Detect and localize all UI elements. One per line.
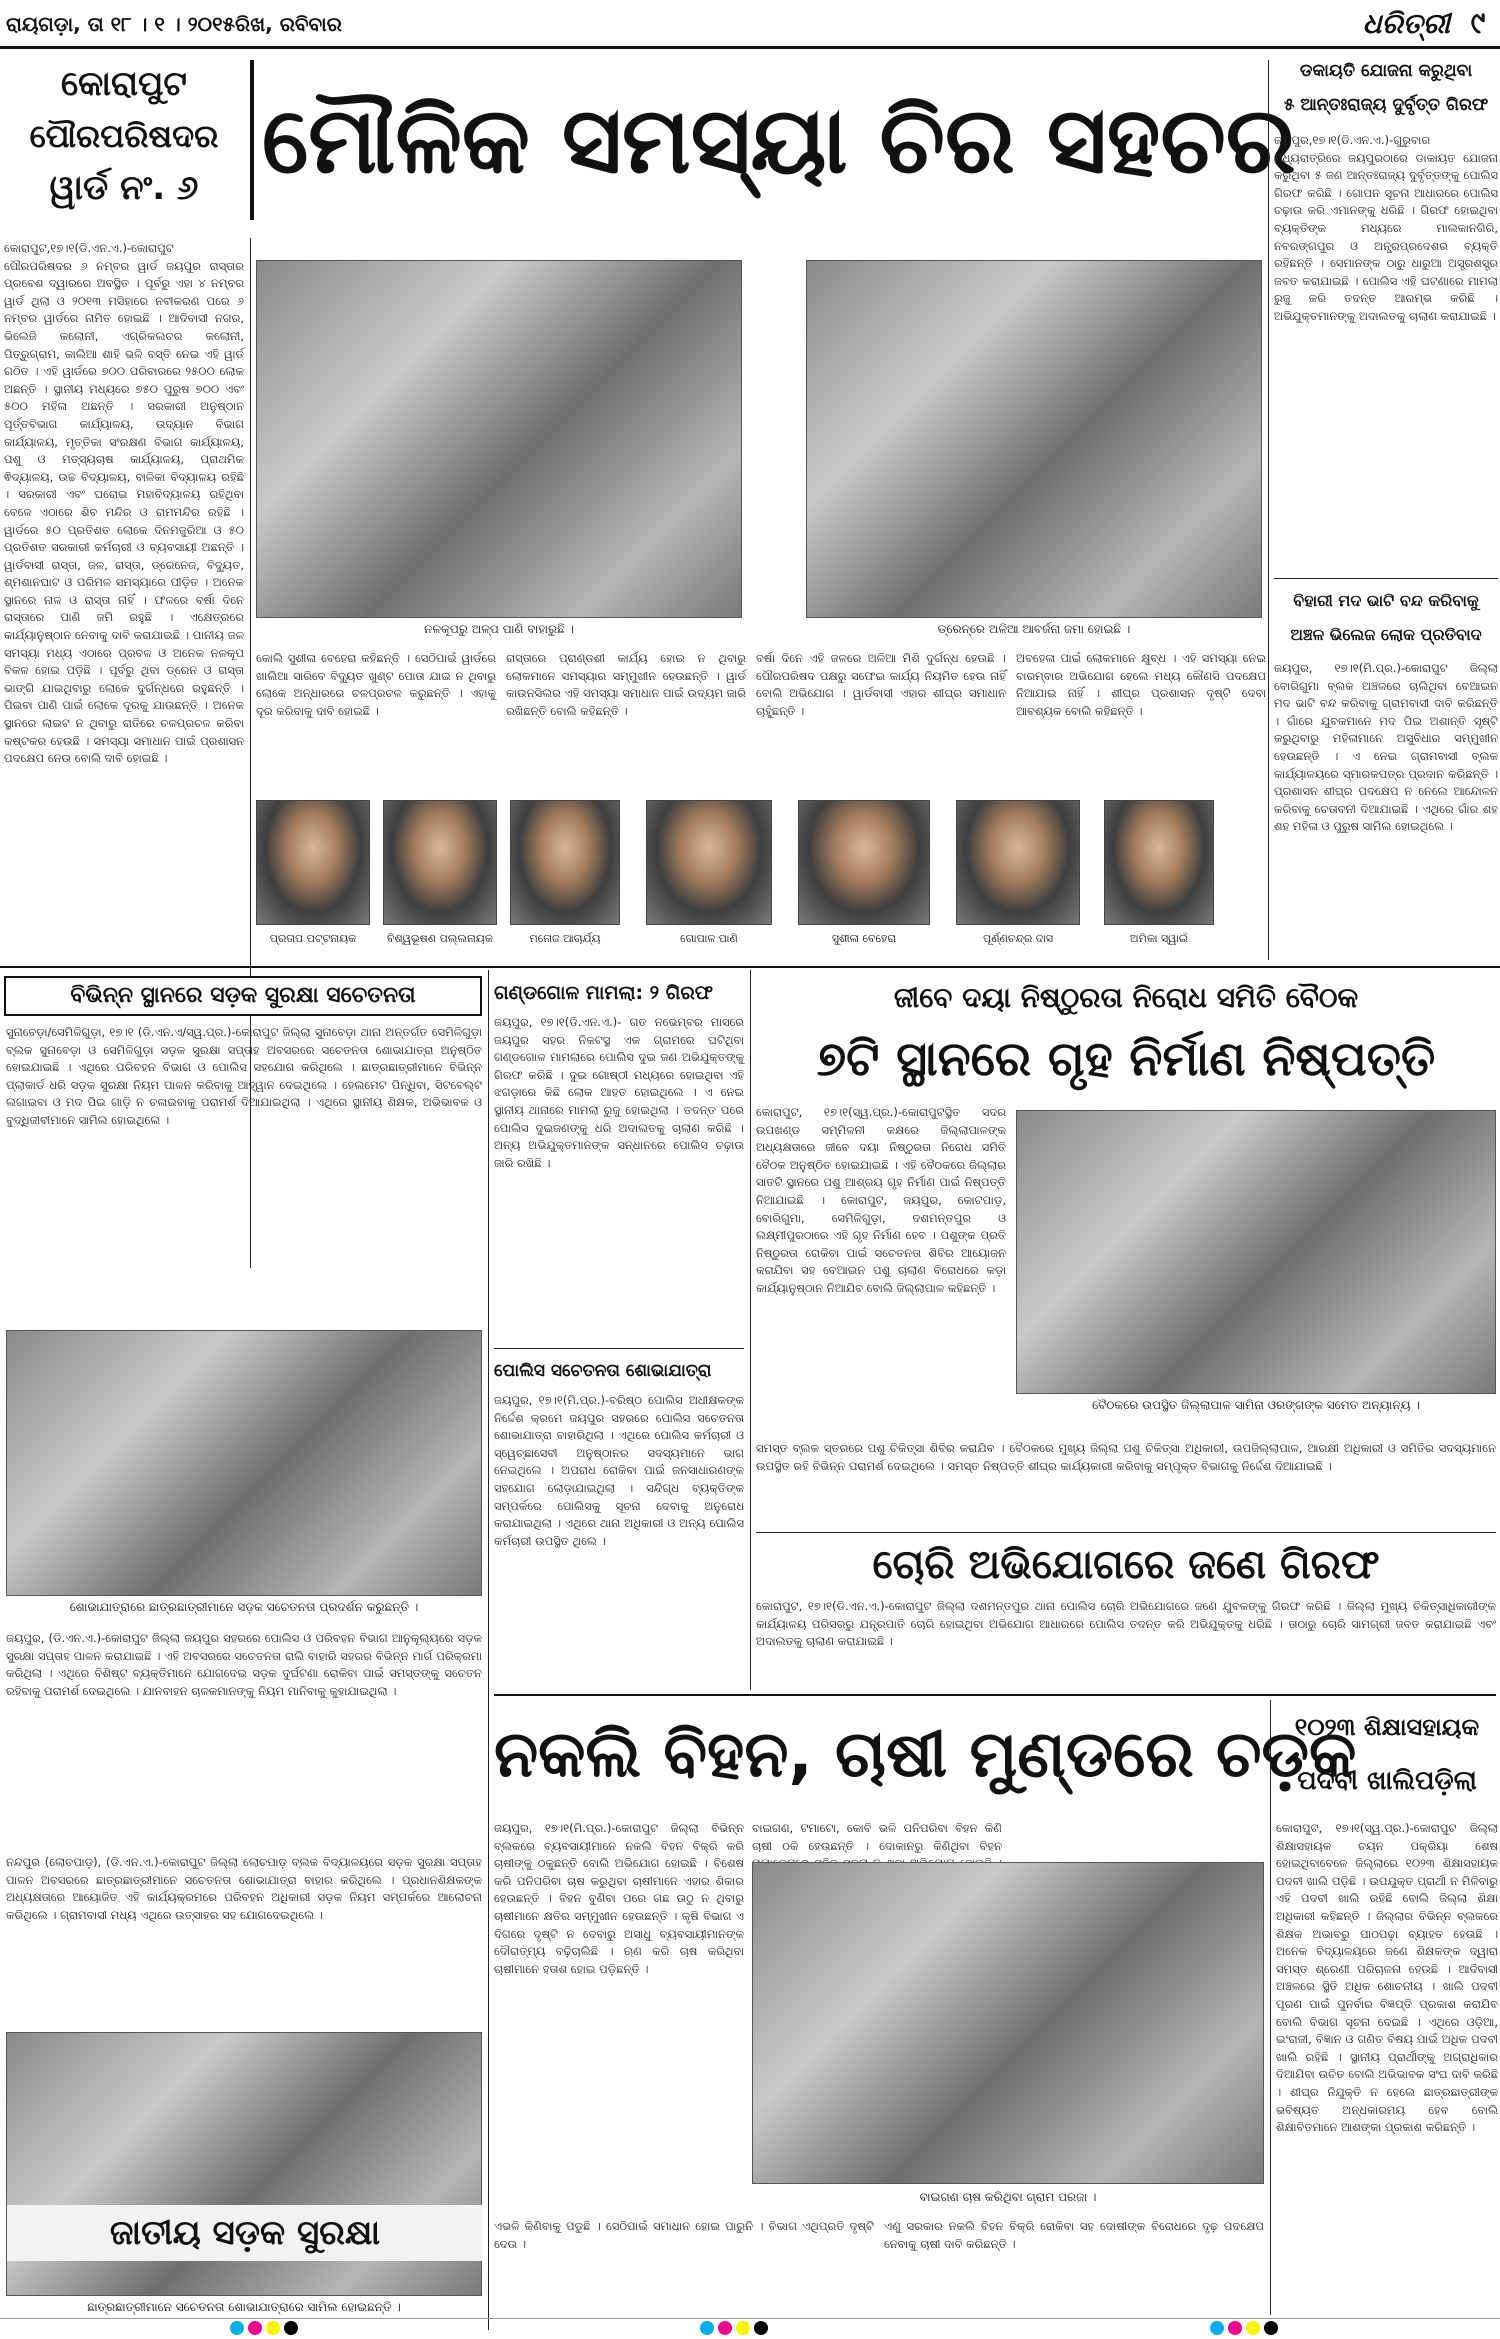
lead-kicker [4,58,244,218]
black-dot [754,2321,768,2335]
portrait-photo [256,800,370,925]
students-photo [6,2032,482,2296]
headline-line: ପଦବୀ ଖାଲିପଡ଼ିଲା [1297,1766,1477,1796]
kicker-line: କୋରାପୁଟ [61,64,187,104]
footer-rule [0,2318,1500,2319]
yellow-dot [736,2321,750,2335]
portrait-photo [646,800,772,925]
banner-text: ଜାତୀୟ ସଡ଼କ ସୁରକ୍ଷା [7,2205,483,2261]
black-dot [1264,2321,1278,2335]
section-rule [494,1694,1496,1696]
handpump-photo [256,260,742,618]
teachers-headline [1276,1700,1498,1810]
dacoity-body: ଜୟପୁର,୧୭।୧(ଡି.ଏନ.ଏ.)-ଗୁରୁବାର ମଧ୍ୟରାତ୍ରିରେ ଜୟପୁରଠାରେ ଡାକାୟତ ଯୋଜନା କରୁଥିବା ୫ ଜଣ ଆନ୍ତଃରାଜ୍ୟ ଦୁର୍ବୃତ୍ତଙ୍କୁ ପୋଲିସ ଗିରଫ କରିଛି । ଗୋପନ ସୂଚନା ଆଧାରରେ ପୋଲିସ ଚଢ଼ାଉ କରି ଏମାନଙ୍କୁ ଧରିଛି । ଗିରଫ ହୋଇଥିବା ବ୍ୟକ୍ତିଙ୍କ ମଧ୍ୟରେ ମାଲକାନଗିରି, ନବରଙ୍ଗପୁର ଓ ଅନ୍ଧ୍ରପ୍ରଦେଶର ବ୍ୟକ୍ତି ରହିଛନ୍ତି । ସେମାନଙ୍କ ଠାରୁ ଧାରୁଆ ଅସ୍ତ୍ରଶସ୍ତ୍ର ଜବତ କରାଯାଇଛି । ପୋଲିସ ଏହି ଘଟଣାରେ ମାମଲା ରୁଜୁ କରି ତଦନ୍ତ ଆରମ୍ଭ କରିଛି । ଅଭିଯୁକ୍ତମାନଙ୍କୁ ଅଦାଲତକୁ ଚାଲାଣ କରାଯାଇଛି । [1274,133,1498,323]
clash-body: ଜୟପୁର, ୧୭।୧(ଡି.ଏନ.ଏ.)- ଗତ ନଭେମ୍ବର ମାସରେ ଜୟପୁର ସହର ନିକଟସ୍ଥ ଏକ ଗ୍ରାମରେ ଘଟିଥିବା ଗଣ୍ଡଗୋଳ ମାମଲାରେ ପୋଲିସ ଦୁଇ ଜଣ ଅଭିଯୁକ୍ତଙ୍କୁ ଗିରଫ କରିଛି । ଦୁଇ ଗୋଷ୍ଠୀ ମଧ୍ୟରେ ହୋଇଥିବା ଏହି ଝଗଡ଼ାରେ କିଛି ଲୋକ ଆହତ ହୋଇଥିଲେ । ଏ ନେଇ ସ୍ଥାନୀୟ ଥାନାରେ ମାମଲା ରୁଜୁ ହୋଇଥିଲା । ତଦନ୍ତ ପରେ ପୋଲିସ ଦୁଇଜଣଙ୍କୁ ଧରି ଅଦାଲତକୁ ଚାଲାଣ କରିଛି । ଅନ୍ୟ ଅଭିଯୁକ୍ତମାନଙ୍କ ସନ୍ଧାନରେ ପୋଲିସ ଚଢ଼ାଉ ଜାରି ରଖିଛି । [494,1015,744,1170]
col-divider [1268,60,1269,960]
road-safety-body2: ଜୟପୁର, (ଡି.ଏନ.ଏ.)-କୋରାପୁଟ ଜିଲ୍ଲା ଜୟପୁର ସହରରେ ପୋଲିସ ଓ ପରିବହନ ବିଭାଗ ଆନୁକୂଲ୍ୟରେ ସଡ଼କ ସୁରକ୍ଷା ସପ୍ତାହ ପାଳନ କରାଯାଇଛି । ଏହି ଅବସରରେ ସଚେତନତା ରାଲି ବାହାରି ସହରର ବିଭିନ୍ନ ମାର୍ଗ ପରିକ୍ରମା କରିଥିଲା । ଏଥିରେ ବିଶିଷ୍ଟ ବ୍ୟକ୍ତିମାନେ ଯୋଗଦେଇ ସଡ଼କ ଦୁର୍ଘଟଣା ରୋକିବା ପାଇଁ ସମସ୍ତଙ୍କୁ ସଚେତନ ରହିବାକୁ ପରାମର୍ଶ ଦେଇଥିଲେ । ଯାନବାହନ ଚାଳକମାନଙ୍କୁ ନିୟମ ମାନିବାକୁ କୁହାଯାଇଥିଲା । [6,1631,482,1698]
seeds-bottom-right: ଏଣୁ ସରକାର ନକଲି ବିହନ ବିକ୍ରି ରୋକିବା ସହ ଦୋଷୀଙ୍କ ବିରୋଧରେ ଦୃଢ଼ ପଦକ୍ଷେପ ନେବାକୁ ଚାଷୀ ଦାବି କରିଛନ୍ତି । [884,2219,1264,2251]
road-safety-body1: ସୁନାବେଡ଼ା/ସେମିଳିଗୁଡ଼ା, ୧୭।୧ (ଡି.ଏନ.ଏ/ସ୍ୱ.ପ୍ର.)-କୋରାପୁଟ ଜିଲ୍ଲା ସୁନାବେଡ଼ା ଥାନା ଅନ୍ତର୍ଗତ ସେମିଳିଗୁଡ଼ା ବ୍ଲକ ସୁନାବେଡ଼ା ଓ ସେମିଳିଗୁଡ଼ା ସଡ଼କ ସୁରକ୍ଷା ସପ୍ତାହ ଅବସରରେ ସଚେତନତା ଶୋଭାଯାତ୍ରା ଅନୁଷ୍ଠିତ ହୋଇଯାଇଛି । ଏଥିରେ ପରିବହନ ବିଭାଗ ଓ ପୋଲିସ ସହଯୋଗ କରିଥିଲେ । ଛାତ୍ରଛାତ୍ରୀମାନେ ବିଭିନ୍ନ ପ୍ଲାକାର୍ଡ ଧରି ସଡ଼କ ସୁରକ୍ଷା ନିୟମ ପାଳନ କରିବାକୁ ଆହ୍ୱାନ ଦେଇଥିଲେ । ହେଲମେଟ ପିନ୍ଧିବା, ସିଟବେଲ୍ଟ ଲଗାଇବା ଓ ମଦ ପିଇ ଗାଡ଼ି ନ ଚଳାଇବାକୁ ପରାମର୍ଶ ଦିଆଯାଇଥିଲା । ଏଥିରେ ସ୍ଥାନୀୟ ଶିକ୍ଷକ, ଅଭିଭାବକ ଓ ବୁଦ୍ଧିଜୀବୀମାନେ ସାମିଲ ହୋଇଥିଲେ । [6,1025,482,1127]
liquor-body: ଜୟପୁର, ୧୭।୧(ମି.ପ୍ର.)-କୋରାପୁଟ ଜିଲ୍ଲା ବୋରିଗୁମା ବ୍ଲକ ଅଞ୍ଚଳରେ ଚାଲିଥିବା ବେଆଇନ ମଦ ଭାଟି ବନ୍ଦ କରିବାକୁ ଗ୍ରାମବାସୀ ଦାବି କରିଛନ୍ତି । ଗାଁରେ ଯୁବକମାନେ ମଦ ପିଇ ଅଶାନ୍ତି ସୃଷ୍ଟି କରୁଥିବାରୁ ମହିଳାମାନେ ଅସୁବିଧାର ସମ୍ମୁଖୀନ ହେଉଛନ୍ତି । ଏ ନେଇ ଗ୍ରାମବାସୀ ବ୍ଲକ କାର୍ଯ୍ୟାଳୟରେ ସ୍ମାରକପତ୍ର ପ୍ରଦାନ କରିଛନ୍ତି । ପ୍ରଶାସନ ଶୀଘ୍ର ପଦକ୍ଷେପ ନ ନେଲେ ଆନ୍ଦୋଳନ କରିବାକୁ ଚେତାବନୀ ଦିଆଯାଇଛି । ଏଥିରେ ଗାଁର ଶହ ଶହ ମହିଳା ଓ ପୁରୁଷ ସାମିଲ ହୋଇଥିଲେ । [1274,661,1498,834]
page-number: ୯ [1470,6,1486,41]
theft-body: କୋରାପୁଟ, ୧୭।୧(ଡି.ଏନ.ଏ.)-କୋରାପୁଟ ଜିଲ୍ଲା ଦଶମନ୍ତପୁର ଥାନା ପୋଲିସ ଚୋରି ଅଭିଯୋଗରେ ଜଣେ ଯୁବକଙ୍କୁ ଗିରଫ କରିଛି । ଜିଲ୍ଲା ମୁଖ୍ୟ ଚିକିତ୍ସାଧିକାରୀଙ୍କ କାର୍ଯ୍ୟାଳୟ ପରିସରରୁ ଯନ୍ତ୍ରପାତି ଚୋରି ହୋଇଥିବା ଅଭିଯୋଗ ଆଧାରରେ ପୋଲିସ ତଦନ୍ତ କରି ଅଭିଯୁକ୍ତକୁ ଧରିଛି । ତାଠାରୁ ଚୋରି ସାମଗ୍ରୀ ଜବତ କରାଯାଇଛି ଏବଂ ଅଦାଲତକୁ ଚାଲାଣ କରାଯାଇଛି । [756,1599,1496,1649]
cruelty-body2: ସମସ୍ତ ବ୍ଲକ ସ୍ତରରେ ପଶୁ ଚିକିତ୍ସା ଶିବିର କରାଯିବ । ବୈଠକରେ ମୁଖ୍ୟ ଜିଲ୍ଲା ପଶୁ ଚିକିତ୍ସା ଅଧିକାରୀ, ଉପଜିଲ୍ଲାପାଳ, ଆରକ୍ଷୀ ଅଧିକାରୀ ଓ ସମିତିର ସଦସ୍ୟମାନେ ଉପସ୍ଥିତ ରହି ବିଭିନ୍ନ ପରାମର୍ଶ ଦେଇଥିଲେ । ସମସ୍ତ ନିଷ୍ପତ୍ତି ଶୀଘ୍ର କାର୍ଯ୍ୟକାରୀ କରିବାକୁ ସମ୍ପୃକ୍ତ ବିଭାଗକୁ ନିର୍ଦ୍ଦେଶ ଦିଆଯାଇଛି । [756,1441,1496,1473]
cruelty-kicker: ଜୀବେ ଦୟା ନିଷ୍ଠୁରତା ନିରୋଧ ସମିତି ବୈଠକ [893,981,1359,1014]
farmer-photo [752,1862,1264,2184]
students-caption: ଛାତ୍ରଛାତ୍ରୀମାନେ ସଚେତନତା ଶୋଭାଯାତ୍ରାରେ ସାମିଲ ହୋଇଛନ୍ତି । [87,2300,401,2314]
meeting-caption: ବୈଠକରେ ଉପସ୍ଥିତ ଜିଲ୍ଲାପାଳ ସାମିନା ଓରଙ୍ଗଙ୍କ ସମେତ ଅନ୍ୟାନ୍ୟ । [1092,1398,1420,1412]
liquor-headline [1274,584,1498,656]
portrait-name: ଗୋପାଳ ପାଣି [680,932,738,945]
seeds-headline: ନକଲି ବିହନ, ଚାଷୀ ମୁଣ୍ଡରେ ଚଡ଼କ [494,1718,1357,1792]
seeds-body1: ଜୟପୁର, ୧୭।୧(ମି.ପ୍ର.)-କୋରାପୁଟ ଜିଲ୍ଲା ବିଭିନ୍ନ ବ୍ଲକରେ ବ୍ୟବସାୟୀମାନେ ନକଲି ବିହନ ବିକ୍ରି କରି ଚାଷୀଙ୍କୁ ଠକୁଛନ୍ତି ବୋଲି ଅଭିଯୋଗ ହୋଇଛି । ବିଶେଷ କରି ପନିପରିବା ଚାଷ କରୁଥିବା ଚାଷୀମାନେ ଏହାର ଶିକାର ହେଉଛନ୍ତି । ବିହନ ବୁଣିବା ପରେ ଗଛ ଉଠୁ ନ ଥିବାରୁ ଚାଷୀମାନେ କ୍ଷତିର ସମ୍ମୁଖୀନ ହେଉଛନ୍ତି । କୃଷି ବିଭାଗ ଏ ଦିଗରେ ଦୃଷ୍ଟି ନ ଦେବାରୁ ଅସାଧୁ ବ୍ୟବସାୟୀମାନଙ୍କ ଦୌରାତ୍ମ୍ୟ ବଢ଼ିଚାଲିଛି । ଋଣ କରି ଚାଷ କରିଥିବା ଚାଷୀମାନେ ହତାଶ ହୋଇ ପଡ଼ିଛନ୍ତି । [494,1821,744,1976]
headline-line: ଡକାୟତି ଯୋଜନା କରୁଥିବା [1299,61,1473,81]
cruelty-body1: କୋରାପୁଟ, ୧୭।୧(ସ୍ୱ.ପ୍ର.)-କୋରାପୁଟସ୍ଥିତ ସଦର ଉପଖଣ୍ଡ ସମ୍ମିଳନୀ କକ୍ଷରେ ଜିଲ୍ଲାପାଳଙ୍କ ଅଧ୍ୟକ୍ଷତାରେ ଜୀବେ ଦୟା ନିଷ୍ଠୁରତା ନିରୋଧ ସମିତି ବୈଠକ ଅନୁଷ୍ଠିତ ହୋଇଯାଇଛି । ଏହି ବୈଠକରେ ଜିଲ୍ଲାର ସାତଟି ସ୍ଥାନରେ ପଶୁ ଆଶ୍ରୟ ଗୃହ ନିର୍ମାଣ ପାଇଁ ନିଷ୍ପତ୍ତି ନିଆଯାଇଛି । କୋରାପୁଟ, ଜୟପୁର, କୋଟପାଡ଼, ବୋରିଗୁମା, ସେମିଳିଗୁଡ଼ା, ଦଶମନ୍ତପୁର ଓ ଲକ୍ଷ୍ମୀପୁରଠାରେ ଏହି ଗୃହ ନିର୍ମାଣ ହେବ । ପଶୁଙ୍କ ପ୍ରତି ନିଷ୍ଠୁରତା ରୋକିବା ପାଇଁ ସଚେତନତା ଶିବିର ଆୟୋଜନ କରାଯିବା ସହ ବେଆଇନ ପଶୁ ଚାଲାଣ ବିରୋଧରେ କଡ଼ା କାର୍ଯ୍ୟାନୁଷ୍ଠାନ ନିଆଯିବ ବୋଲି ଜିଲ୍ଲାପାଳ କହିଛନ୍ତି । [756,1105,1006,1295]
kicker-line: ପୌରପରିଷଦର [29,117,219,155]
headline-line: ଅଞ୍ଚଳ ଭିଲେଜ ଲୋକ ପ୍ରତିବାଦ [1290,625,1482,644]
kicker-divider [250,60,254,220]
col-divider [488,970,489,2330]
portrait-photo [956,800,1080,925]
registration-marks [230,2320,330,2335]
portrait-photo [798,800,930,925]
rally-caption: ଶୋଭାଯାତ୍ରାରେ ଛାତ୍ରଛାତ୍ରୀମାନେ ସଡ଼କ ସଚେତନତା ପ୍ରଦର୍ଶନ କରୁଛନ୍ତି । [69,1600,419,1614]
lead-subcol: ଅବହେଳା ପାଇଁ ଲୋକମାନେ କ୍ଷୁବ୍ଧ । ଏହି ସମସ୍ୟା ନେଇ ବାରମ୍ବାର ଅଭିଯୋଗ ହେଲେ ମଧ୍ୟ କୌଣସି ପଦକ୍ଷେପ ନିଆଯାଇ ନାହିଁ । ଶୀଘ୍ର ପ୍ରଶାସନ ଦୃଷ୍ଟି ଦେବା ଆବଶ୍ୟକ ବୋଲି କହିଛନ୍ତି । [1016,651,1266,718]
handpump-caption: ନଳକୂପରୁ ଅଳ୍ପ ପାଣି ବାହାରୁଛି । [424,622,574,636]
magenta-dot [1228,2321,1242,2335]
lead-subcol: କୋଲି ସୁଶୀଳା ବେହେରା କହିଛନ୍ତି । ସେଠିପାଇଁ ୱାର୍ଡରେ ଖାଲିଆ ସାରିବେ ବିଦ୍ୟୁତ ଖୁଣ୍ଟ ପୋତା ଯାଇ ନ ଥିବାରୁ ଲୋକେ ଅନ୍ଧାରରେ ଚଳପ୍ରଚଳ କରୁଛନ୍ତି । ଏହାକୁ ଦୂର କରିବାକୁ ଦାବି ହୋଇଛି । [256,651,496,718]
road-safety-body3: ନନ୍ଦପୁର (ଲୋଚପାଡ଼), (ଡି.ଏନ.ଏ.)-କୋରାପୁଟ ଜିଲ୍ଲା ଲୋଚପାଡ଼ ବ୍ଲକ ବିଦ୍ୟାଳୟରେ ସଡ଼କ ସୁରକ୍ଷା ସପ୍ତାହ ପାଳନ ଅବସରରେ ଛାତ୍ରଛାତ୍ରୀମାନେ ସଚେତନତା ଶୋଭାଯାତ୍ରା ବାହାର କରିଥିଲେ । ପ୍ରଧାନଶିକ୍ଷକଙ୍କ ଅଧ୍ୟକ୍ଷତାରେ ଆୟୋଜିତ ଏହି କାର୍ଯ୍ୟକ୍ରମରେ ପରିବହନ ଅଧିକାରୀ ସଡ଼କ ନିୟମ ସମ୍ପର୍କରେ ଆଲୋଚନା କରିଥିଲେ । ଗ୍ରାମବାସୀ ମଧ୍ୟ ଏଥିରେ ଉତ୍ସାହର ସହ ଯୋଗଦେଇଥିଲେ । [6,1855,482,1922]
road-safety-headline: ବିଭିନ୍ନ ସ୍ଥାନରେ ସଡ଼କ ସୁରକ୍ଷା ସଚେତନତା [70,983,416,1008]
clash-headline: ଗଣ୍ଡଗୋଳ ମାମଲା: ୨ ଗିରଫ [494,982,713,1004]
lead-subcol: ରାସ୍ତାରେ ପ୍ରାଣ୍ଡଶୀ କାର୍ଯ୍ୟ ହୋଇ ନ ଥିବାରୁ ଲୋକମାନେ ସମସ୍ୟାର ସମ୍ମୁଖୀନ ହେଉଛନ୍ତି । ୱାର୍ଡ କାଉନସିଲର ଏହି ସମସ୍ୟା ସମାଧାନ ପାଇଁ ଉଦ୍ୟମ ଜାରି ରଖିଛନ୍ତି ବୋଲି କହିଛନ୍ତି । [506,651,746,718]
lead-body-col1: କୋରାପୁଟ,୧୭।୧(ଡି.ଏନ.ଏ.)-କୋରାପୁଟ ପୌରପରିଷଦର ୬ ନମ୍ବର ୱାର୍ଡ ଜୟପୁର ରାସ୍ତାର ପ୍ରବେଶ ଦ୍ୱାରରେ ଅବସ୍ଥିତ । ପୂର୍ବରୁ ଏହା ୪ ନମ୍ବର ୱାର୍ଡ ଥିଲା ଓ ୨୦୧୩ ମସିହାରେ ନବୀକରଣ ପରେ ୬ ନମ୍ବର ୱାର୍ଡରେ ନାମିତ ହୋଇଛି । ଆଦିବାସୀ ନଗର, ଭିଲେଜି କଲୋନୀ, ଏଗ୍ରିକଲଚର କଲୋନୀ, ପିତ୍ରୁଗ୍ରାମ, କାଲିଆ ଶାହି ଭଳି ବସ୍ତି ନେଇ ଏହି ୱାର୍ଡ ଗଠିତ । ଏହି ୱାର୍ଡରେ ୭୦୦ ପରିବାରରେ ୨୫୦୦ ଲୋକ ଅଛନ୍ତି । ସ୍ଥାନୀୟ ମଧ୍ୟରେ ୭୫୦ ପୁରୁଷ ୭୦୦ ଏବଂ ୫୦୦ ମହିଳା ଅଛନ୍ତି । ସରକାରୀ ଅନୁଷ୍ଠାନ ପୂର୍ତ୍ତବିଭାଗ କାର୍ଯ୍ୟାଳୟ, ଉଦ୍ୟାନ ବିଭାଗ କାର୍ଯ୍ୟାଳୟ, ମୃତ୍ତିକା ସଂରକ୍ଷଣ ବିଭାଗ କାର୍ଯ୍ୟାଳୟ, ପଶୁ ଓ ମତ୍ସ୍ୟଚାଷ କାର୍ଯ୍ୟାଳୟ, ପ୍ରାଥମିକ ଵିଦ୍ୟାଳୟ, ଉଚ୍ଚ ବିଦ୍ୟାଳୟ, ବାଳିକା ବିଦ୍ୟାଳୟ ରହିଛି । ସରକାରୀ ଏବଂ ଘରୋଇ ମହାବିଦ୍ୟାଳୟ ରହିଥିବା ବେଳେ ଏଠାରେ ଶିବ ମନ୍ଦିର ଓ ରାମମନ୍ଦିର ରହିଛି । ୱାର୍ଡରେ ୫୦ ପ୍ରତିଶତ ଲୋକେ ଦିନମଜୁରିଆ ଓ ୫୦ ପ୍ରତିଶତ ସରକାରୀ କର୍ମଚାରୀ ଓ ବ୍ୟବସାୟୀ ଅଛନ୍ତି । ୱାର୍ଡବାସୀ ରାସ୍ତା, ଜଳ, ରାସ୍ତା, ଡ୍ରେନେଜ, ବିଦ୍ୟୁତ, ଶ୍ମଶାନଘାଟ ଓ ପରିମଳ ସମସ୍ୟାରେ ପୀଡ଼ିତ । ଅନେକ ସ୍ଥାନରେ ନାଳ ଓ ରାସ୍ତା ନାହିଁ । ଫଳରେ ବର୍ଷା ଦିନେ ରାସ୍ତାରେ ପାଣି ଜମି ରହୁଛି । ଏକ୍ଷେତ୍ରରେ କାର୍ଯ୍ୟାନୁଷ୍ଠାନ ନେବାକୁ ଦାବି କରାଯାଇଛି । ପାନୀୟ ଜଳ ସମସ୍ୟା ମଧ୍ୟ ଏଠାରେ ପ୍ରବଳ ଓ ଅନେକ ନଳକୂପ ବିକଳ ହୋଇ ପଡ଼ିଛି । ପୂର୍ବରୁ ଥିବା ଡ୍ରେନ ଓ ରାସ୍ତା ଭାଙ୍ଗି ଯାଇଥିବାରୁ ଲୋକେ ଦୁର୍ଗନ୍ଧରେ ରହୁଛନ୍ତି । ପିଇବା ପାଣି ପାଇଁ ଲୋକେ ଦୂରକୁ ଯାଉଛନ୍ତି । ଅନେକ ସ୍ଥାନରେ ଲାଇଟ ନ ଥିବାରୁ ରାତିରେ ଚଳପ୍ରଚଳ କରିବା କଷ୍ଟକର ହେଉଛି । ସମସ୍ୟା ସମାଧାନ ପାଇଁ ପ୍ରଶାସନ ପଦକ୍ଷେପ ନେଉ ବୋଲି ଦାବି ହୋଇଛି । [4,241,244,766]
registration-marks [700,2320,800,2335]
cruelty-headline: ୭ଟି ସ୍ଥାନରେ ଗୃହ ନିର୍ମାଣ ନିଷ୍ପତ୍ତି [816,1031,1436,1087]
story-rule [1274,578,1498,579]
magenta-dot [718,2321,732,2335]
portrait-photo [1104,800,1214,925]
teachers-body: କୋରାପୁଟ, ୧୭।୧(ସ୍ୱ.ପ୍ର.)-କୋରାପୁଟ ଜିଲ୍ଲା ଶିକ୍ଷାସହାୟକ ଚୟନ ପକ୍ରିୟା ଶେଷ ହୋଇଥିବାବେଳେ ଜିଲ୍ଲାରେ ୧୦୨୩ ଶିକ୍ଷାସହାୟକ ପଦବୀ ଖାଲି ପଡ଼ିଛି । ଉପଯୁକ୍ତ ପ୍ରାର୍ଥୀ ନ ମିଳିବାରୁ ଏହି ପଦବୀ ଖାଲି ରହିଛି ବୋଲି ଜିଲ୍ଲା ଶିକ୍ଷା ଅଧିକାରୀ କହିଛନ୍ତି । ଜିଲ୍ଲାର ବିଭିନ୍ନ ବ୍ଲକରେ ଶିକ୍ଷକ ଅଭାବରୁ ପାଠପଢ଼ା ବ୍ୟାହତ ହେଉଛି । ଅନେକ ବିଦ୍ୟାଳୟରେ ଜଣେ ଶିକ୍ଷକଙ୍କ ଦ୍ୱାରା ସମସ୍ତ ଶ୍ରେଣୀ ପରିଚାଳନା ହେଉଛି । ଆଦିବାସୀ ଅଞ୍ଚଳରେ ସ୍ଥିତି ଅଧିକ ଶୋଚନୀୟ । ଖାଲି ପଦବୀ ପୂରଣ ପାଇଁ ପୁନର୍ବାର ବିଜ୍ଞପ୍ତି ପ୍ରକାଶ କରାଯିବ ବୋଲି ବିଭାଗ ସୂଚନା ଦେଇଛି । ଏଥିରେ ଓଡ଼ିଆ, ଇଂରାଜୀ, ବିଜ୍ଞାନ ଓ ଗଣିତ ବିଷୟ ପାଇଁ ଅଧିକ ପଦବୀ ଖାଲି ରହିଛି । ସ୍ଥାନୀୟ ପ୍ରାର୍ଥୀଙ୍କୁ ଅଗ୍ରାଧିକାର ଦିଆଯିବା ଉଚିତ ବୋଲି ଅଭିଭାବକ ସଂଘ ଦାବି କରିଛି । ଶୀଘ୍ର ନିଯୁକ୍ତି ନ ହେଲେ ଛାତ୍ରଛାତ୍ରୀଙ୍କ ଭବିଷ୍ୟତ ଅନ୍ଧକାରମୟ ହେବ ବୋଲି ଶିକ୍ଷାବିତମାନେ ଆଶଙ୍କା ପ୍ରକାଶ କରିଛନ୍ତି । [1276,1821,1498,2135]
road-safety-headline-box [4,976,482,1016]
story-rule [756,1532,1496,1533]
cyan-dot [700,2321,714,2335]
cyan-dot [1210,2321,1224,2335]
col-divider [1270,1700,1271,2315]
portrait-photo [383,800,497,925]
police-rally-headline: ପୋଲିସ ସଚେତନତା ଶୋଭାଯାତ୍ରା [494,1361,712,1381]
kicker-line: ୱାର୍ଡ ନଂ. ୬ [49,168,199,208]
portrait-photo [510,800,620,925]
portrait-name: ମନୋଜ ଆଚାର୍ଯ୍ୟ [529,932,601,945]
story-rule [494,1348,744,1349]
section-rule [0,966,1500,968]
headline-line: ବିହାରୀ ମଦ ଭାଟି ବନ୍ଦ କରିବାକୁ [1293,591,1479,610]
rally-photo [6,1330,482,1596]
seeds-bottom-left: ଏଭଳି କିଣିବାକୁ ପଡୁଛି । ସେଠିପାଇଁ ସମାଧାନ ହୋଇ ପାରୁନି । ବିଭାଗ ଏଥିପ୍ରତି ଦୃଷ୍ଟି ଦେଉ । [494,2219,874,2251]
yellow-dot [266,2321,280,2335]
lead-subcol: ବର୍ଷା ଦିନେ ଏହି ଜଳରେ ଅଳିଆ ମିଶି ଦୁର୍ଗନ୍ଧ ହେଉଛି । ପୌରପରିଷଦ ପକ୍ଷରୁ ସଫେଇ କାର୍ଯ୍ୟ ନିୟମିତ ହେଉ ନାହିଁ ବୋଲି ଅଭିଯୋଗ । ୱାର୍ଡବାସୀ ଏହାର ଶୀଘ୍ର ସମାଧାନ ଚାହୁଁଛନ୍ତି । [756,651,1006,718]
portrait-name: ଅମିକା ସ୍ୱାଇଁ [1129,932,1189,945]
seeds-body2: ବାଇଗଣ, ଟମାଟୋ, କୋବି ଭଳି ପନିପରିବା ବିହନ କିଣି ଚାଷୀ ଠକି ହେଉଛନ୍ତି । ଦୋକାନରୁ କିଣିଥିବା ବିହନ [752,1821,1002,1853]
portrait-name: ବିଶ୍ୱଭୂଷଣ ପଲ୍ଲନାୟକ [387,932,493,945]
paper-name: ଧରିତ୍ରୀ [1362,7,1450,40]
meeting-photo [1016,1110,1496,1394]
drain-caption: ଡ୍ରେନ୍‌ରେ ଅଳିଆ ଆବର୍ଜନା ଜମା ହୋଇଛି । [937,622,1131,636]
dacoity-headline [1274,54,1498,128]
headline-line: ୧୦୨୩ ଶିକ୍ଷାସହାୟକ [1294,1713,1480,1741]
magenta-dot [248,2321,262,2335]
portrait-name: ପ୍ରତାପ ପଟ୍ଟନାୟକ [269,932,357,945]
theft-headline: ଚୋରି ଅଭିଯୋଗରେ ଜଣେ ଗିରଫ [872,1542,1380,1588]
police-rally-body: ଜୟପୁର, ୧୭।୧(ମି.ପ୍ର.)-ବରିଷ୍ଠ ପୋଲିସ ଅଧୀକ୍ଷକଙ୍କ ନିର୍ଦ୍ଦେଶ କ୍ରମେ ଜୟପୁର ସହରରେ ପୋଲିସ ସଚେତନତା ଶୋଭାଯାତ୍ରା ବାହାରିଥିଲା । ଏଥିରେ ପୋଲିସ କର୍ମଚାରୀ ଓ ସ୍ୱେଚ୍ଛାସେବୀ ଅନୁଷ୍ଠାନର ସଦସ୍ୟମାନେ ଭାଗ ନେଇଥିଲେ । ଅପରାଧ ରୋକିବା ପାଇଁ ଜନସାଧାରଣଙ୍କ ସହଯୋଗ ଲୋଡ଼ାଯାଇଥିଲା । ସନ୍ଦିଗ୍ଧ ବ୍ୟକ୍ତିଙ୍କ ସମ୍ପର୍କରେ ପୋଲିସକୁ ସୂଚନା ଦେବାକୁ ଅନୁରୋଧ କରାଯାଇଥିଲା । ଏଥିରେ ଥାନା ଅଧିକାରୀ ଓ ଅନ୍ୟ ପୋଲିସ କର୍ମଚାରୀ ଉପସ୍ଥିତ ଥିଲେ । [494,1393,744,1548]
portrait-name: ସୁଶୀଳା ବେହେରା [831,932,897,945]
registration-marks [1210,2320,1310,2335]
paper-logo [1300,4,1450,44]
masthead-rule [0,46,1500,49]
portrait-name: ପୂର୍ଣ୍ଣଚନ୍ଦ୍ର ଦାସ [982,932,1054,945]
col-divider [750,970,751,1690]
drain-photo [806,260,1262,618]
black-dot [284,2321,298,2335]
headline-line: ୫ ଆନ୍ତଃରାଜ୍ୟ ଦୁର୍ବୃତ୍ତ ଗିରଫ [1283,95,1489,115]
farmer-caption: ବାଇଗଣ ଚାଷ କରିଥିବା ଗ୍ରାମ ପରଜା । [919,2190,1097,2204]
lead-headline: ମୌଳିକ ସମସ୍ୟା ଚିର ସହଚର [262,87,1296,194]
cyan-dot [230,2321,244,2335]
yellow-dot [1246,2321,1260,2335]
dateline: ରାୟଗଡ଼ା, ତା ୧୮ । ୧ । ୨୦୧୫ରିଖ, ରବିବାର [6,12,342,36]
